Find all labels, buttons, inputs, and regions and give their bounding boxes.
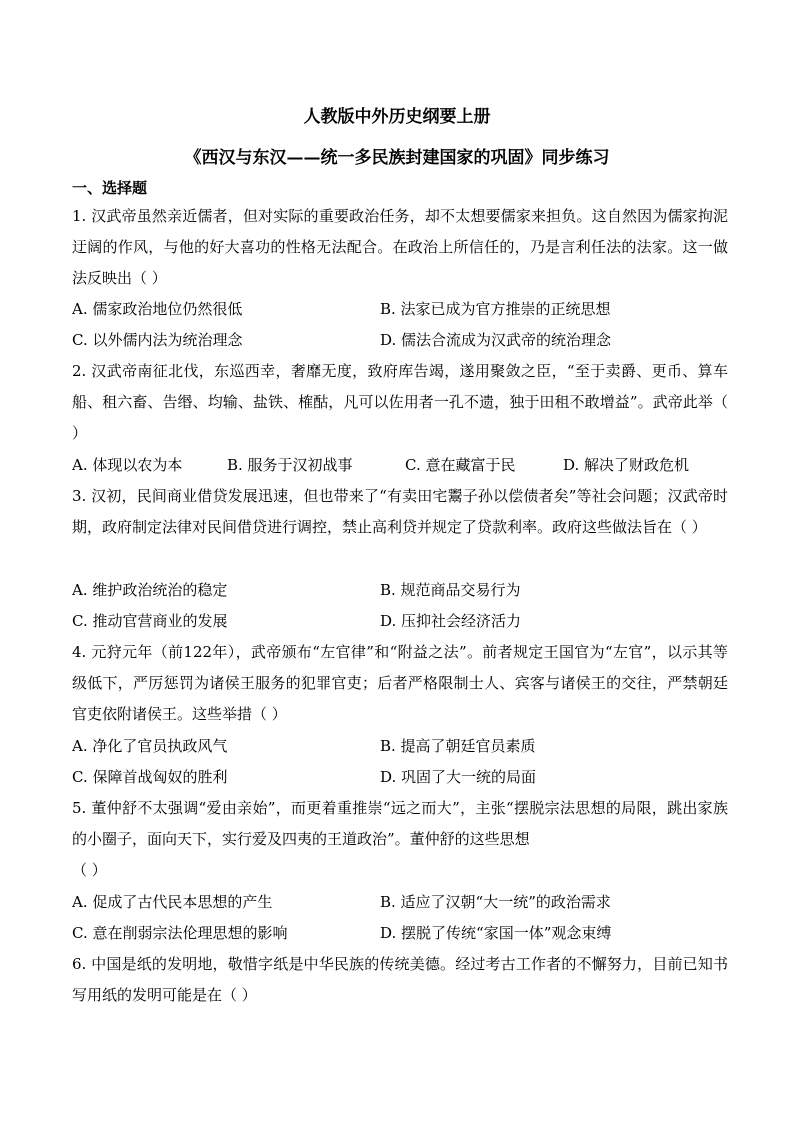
question-2-option-a: A. 体现以农为本 (72, 456, 183, 474)
question-6-stem: 6. 中国是纸的发明地，敬惜字纸是中华民族的传统美德。经过考古工作者的不懈努力，目前已知书写用纸的发明可能是在（ ） (72, 955, 728, 1004)
question-5-option-c: C. 意在削弱宗法伦理思想的影响 (72, 924, 288, 942)
question-1-option-b: B. 法家已成为官方推崇的正统思想 (380, 300, 611, 318)
question-4-option-b: B. 提高了朝廷官员素质 (380, 737, 536, 755)
question-5-stem: 5. 董仲舒不太强调“爱由亲始”，而更着重推崇“远之而大”，主张“摆脱宗法思想的局限，跳出家族的小圈子，面向天下，实行爱及四夷的王道政治”。董仲舒的这些思想 (72, 799, 728, 848)
question-5-option-b: B. 适应了汉朝“大一统”的政治需求 (380, 893, 611, 911)
question-2-option-d: D. 解决了财政危机 (563, 456, 690, 474)
question-3-option-a: A. 维护政治统治的稳定 (72, 581, 228, 599)
question-2-option-c: C. 意在藏富于民 (405, 456, 516, 474)
question-2-option-b: B. 服务于汉初战事 (227, 456, 353, 474)
document-subtitle: 《西汉与东汉——统一多民族封建国家的巩固》同步练习 (184, 148, 610, 168)
question-4-option-a: A. 净化了官员执政风气 (72, 737, 228, 755)
question-4-option-c: C. 保障首战匈奴的胜利 (72, 768, 228, 786)
question-5-option-a: A. 促成了古代民本思想的产生 (72, 893, 273, 911)
question-5-option-d: D. 摆脱了传统“家国一体”观念束缚 (380, 924, 612, 942)
question-1-stem: 1. 汉武帝虽然亲近儒者，但对实际的重要政治任务，却不太想要儒家来担负。这自然因为儒家拘泥迂阔的作风，与他的好大喜功的性格无法配合。在政治上所信任的，乃是言利任法的法家。这一做法反映出（ ） (72, 207, 728, 287)
question-3-option-d: D. 压抑社会经济活力 (380, 612, 522, 630)
question-3-stem: 3. 汉初，民间商业借贷发展迅速，但也带来了“有卖田宅鬻子孙以偿债者矣”等社会问题；汉武帝时期，政府制定法律对民间借贷进行调控，禁止高利贷并规定了贷款利率。政府这些做法旨在（ ） (72, 487, 728, 536)
question-1-option-c: C. 以外儒内法为统治理念 (72, 331, 243, 349)
question-4-option-d: D. 巩固了大一统的局面 (380, 768, 537, 786)
question-2-stem: 2. 汉武帝南征北伐，东巡西幸，奢靡无度，致府库告竭，遂用聚敛之臣，“至于卖爵、更币、算车船、租六畜、告缗、均输、盐铁、榷酤，凡可以佐用者一孔不遗，独于田租不敢增益”。武帝此举（ ） (72, 362, 728, 442)
question-1-option-d: D. 儒法合流成为汉武帝的统治理念 (380, 331, 612, 349)
question-5-answer-blank: （ ） (72, 861, 107, 879)
question-3-option-c: C. 推动官营商业的发展 (72, 612, 228, 630)
question-1-option-a: A. 儒家政治地位仍然很低 (72, 300, 243, 318)
document-title: 人教版中外历史纲要上册 (303, 107, 491, 127)
question-3-option-b: B. 规范商品交易行为 (380, 581, 521, 599)
section-heading: 一、选择题 (72, 179, 148, 197)
question-4-stem: 4. 元狩元年（前122年），武帝颁布“左官律”和“附益之法”。前者规定王国官为“左官”，以示其等级低下，严厉惩罚为诸侯王服务的犯罪官吏；后者严格限制士人、宾客与诸侯王的交往，严禁朝廷官吏依附诸侯王。这些举措（ ） (72, 643, 728, 723)
